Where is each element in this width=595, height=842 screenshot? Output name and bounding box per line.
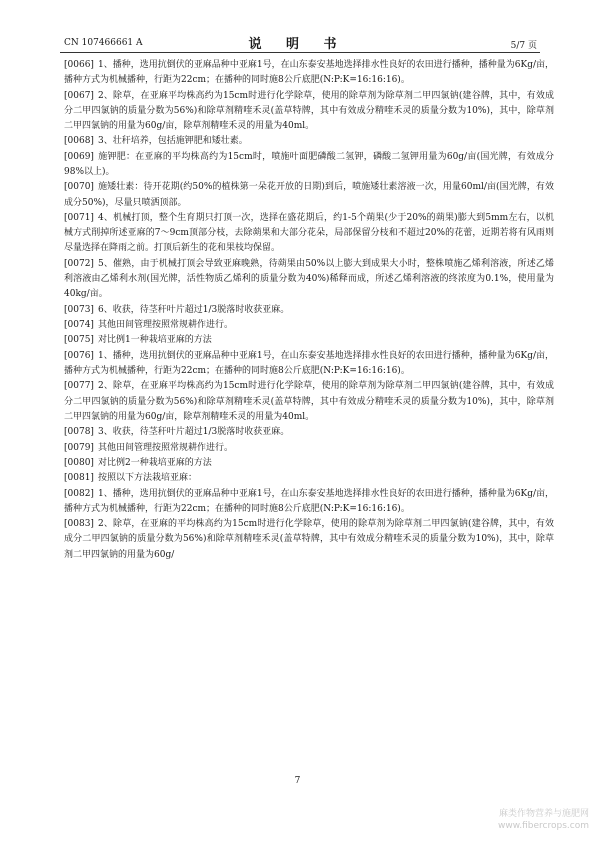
paragraph-number: [0077] <box>64 381 94 392</box>
paragraph-text: 5、催熟，由于机械打顶会导致亚麻晚熟，待蒴果由50%以上膨大到成果大小时，整株喷施乙烯利溶液，所述乙烯利溶液由乙烯利水剂(国光牌，活性物质乙烯利的质量分数为40%)稀释而成，所述乙烯利溶液的终浓度为0.1%，使用量为40kg/亩。 <box>64 258 554 300</box>
watermark-line-1: 麻类作物营养与施肥网 <box>498 809 589 819</box>
paragraph-number: [0069] <box>64 151 94 162</box>
paragraph-number: [0074] <box>64 319 94 330</box>
paragraph-text: 3、壮秆培养，包括施钾肥和矮壮素。 <box>98 136 248 147</box>
page-number: 7 <box>294 776 301 786</box>
paragraph-text: 4、机械打顶，整个生育期只打顶一次，选择在盛花期后，约1-5个蒴果(少于20%的蒴果)膨大到5mm左右，以机械方式削掉所述亚麻的7～9cm顶部分枝，去除蒴果和大部分花朵，局部保留分枝和不超过20%的花蕾，近期若将有风雨则尽量选择在降雨之前。打顶后新生的花和果枝均保留。 <box>64 212 554 254</box>
page-header <box>0 0 595 56</box>
paragraph-number: [0066] <box>64 60 94 70</box>
paragraph <box>64 318 554 333</box>
paragraph <box>64 180 554 210</box>
document-body <box>64 58 554 563</box>
paragraph-text: 3、收获，待茎秆叶片超过1/3脱落时收获亚麻。 <box>98 427 290 438</box>
paragraph <box>64 456 554 471</box>
paragraph-number: [0070] <box>64 182 94 193</box>
paragraph <box>64 333 554 348</box>
paragraph-text: 6、收获，待茎秆叶片超过1/3脱落时收获亚麻。 <box>98 304 290 315</box>
header-rule <box>60 52 540 53</box>
paragraph <box>64 471 554 486</box>
paragraph <box>64 211 554 257</box>
paragraph <box>64 441 554 456</box>
paragraph-text: 2、除草，在亚麻平均株高约为15cm时进行化学除草，使用的除草剂为除草剂二甲四氯钠(建谷牌，其中，有效成分二甲四氯钠的质量分数为56%)和除草剂精喹禾灵(盖草特牌，其中有效成分精喹禾灵的质量分数为10%)，其中，除草剂二甲四氯钠的用量为60g/亩，除草剂精喹禾灵的用量为40ml。 <box>64 90 554 131</box>
paragraph <box>64 425 554 440</box>
watermark-line-2: www.fibercrops.com <box>498 821 589 831</box>
paragraph-text: 按照以下方法栽培亚麻： <box>98 473 198 484</box>
paragraph-number: [0083] <box>64 519 94 530</box>
doc-number: CN 107466661 A <box>64 38 143 48</box>
paragraph-text: 其他田间管理按照常规耕作进行。 <box>98 319 234 330</box>
paragraph-text: 2、除草，在亚麻的平均株高约为15cm时进行化学除草，使用的除草剂为除草剂二甲四氯钠(建谷牌，其中，有效成分二甲四氯钠的质量分数为56%)和除草剂精喹禾灵(盖草特牌，其中有效成分精喹禾灵的质量分数为10%)，其中，除草剂二甲四氯钠的用量为60g/ <box>64 519 554 560</box>
paragraph-number: [0072] <box>64 258 94 269</box>
paragraph-number: [0067] <box>64 90 94 101</box>
paragraph-text: 1、播种，选用抗倒伏的亚麻品种中亚麻1号，在山东泰安基地选择排水性良好的农田进行播种，播种量为6Kg/亩，播种方式为机械播种，行距为22cm；在播种的同时施8公斤底肥(N:P:K=16:16:16)。 <box>64 60 554 86</box>
watermark <box>498 808 589 832</box>
paragraph <box>64 257 554 303</box>
paragraph <box>64 349 554 379</box>
paragraph-number: [0082] <box>64 488 94 499</box>
paragraph-text: 2、除草，在亚麻平均株高约为15cm时进行化学除草，使用的除草剂为除草剂二甲四氯钠(建谷牌，其中，有效成分二甲四氯钠的质量分数为56%)和除草剂精喹禾灵(盖草特牌，其中有效成分精喹禾灵的质量分数为10%)，其中，除草剂二甲四氯钠的用量为60g/亩，除草剂精喹禾灵的用量为40ml。 <box>64 381 554 422</box>
paragraph <box>64 517 554 563</box>
paragraph <box>64 303 554 318</box>
paragraph-number: [0068] <box>64 136 94 147</box>
paragraph <box>64 58 554 88</box>
paragraph-number: [0081] <box>64 473 94 484</box>
paragraph-number: [0080] <box>64 457 94 468</box>
paragraph-text: 1、播种，选用抗倒伏的亚麻品种中亚麻1号，在山东泰安基地选择排水性良好的农田进行播种，播种量为6Kg/亩，播种方式为机械播种，行距为22cm；在播种的同时施8公斤底肥(N:P:K=16:16:16)。 <box>64 350 554 376</box>
paragraph <box>64 89 554 135</box>
paragraph <box>64 134 554 149</box>
paragraph-text: 对比例1一种栽培亚麻的方法 <box>98 335 212 346</box>
paragraph-text: 施钾肥：在亚麻的平均株高约为15cm时，喷施叶面肥磷酸二氢钾，磷酸二氢钾用量为60g/亩(国光牌，有效成分98%以上)。 <box>64 151 554 177</box>
paragraph-number: [0076] <box>64 350 94 361</box>
paragraph-number: [0073] <box>64 304 94 315</box>
paragraph-number: [0071] <box>64 212 94 223</box>
paragraph-text: 其他田间管理按照常规耕作进行。 <box>98 442 234 453</box>
paragraph-text: 对比例2一种栽培亚麻的方法 <box>98 457 212 468</box>
paragraph-number: [0075] <box>64 335 94 346</box>
paragraph-number: [0079] <box>64 442 94 453</box>
paragraph-text: 1、播种，选用抗倒伏的亚麻品种中亚麻1号，在山东泰安基地选择排水性良好的农田进行播种，播种量为6Kg/亩，播种方式为机械播种，行距为22cm；在播种的同时施8公斤底肥(N:P:K=16:16:16)。 <box>64 488 554 514</box>
paragraph <box>64 150 554 180</box>
paragraph-text: 施矮壮素：待开花期(约50%的植株第一朵花开放的日期)到后，喷施矮壮素溶液一次，用量60ml/亩(国光牌，有效成分50%)，尽量只喷洒顶部。 <box>64 182 554 208</box>
paragraph-number: [0078] <box>64 427 94 438</box>
paragraph <box>64 487 554 517</box>
paragraph <box>64 379 554 425</box>
page-of-total: 5/7 页 <box>510 41 537 51</box>
doc-title: 说 明 书 <box>248 37 347 52</box>
